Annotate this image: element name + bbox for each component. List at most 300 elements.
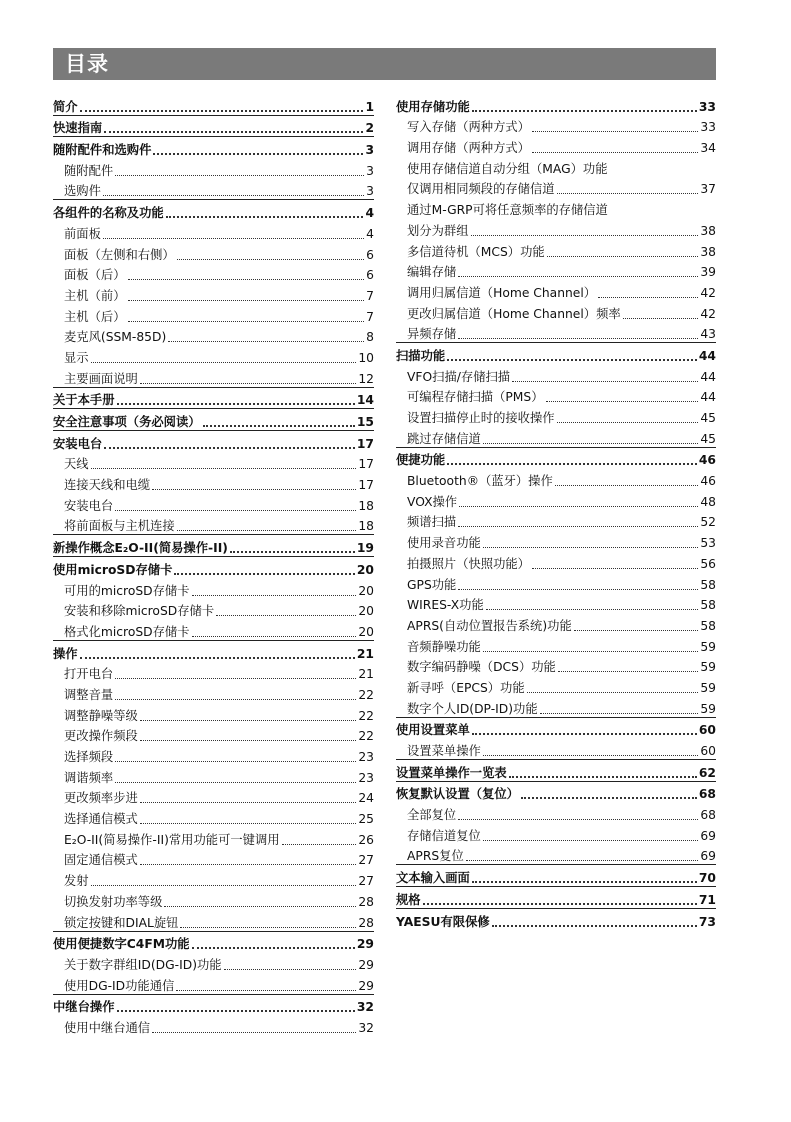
toc-entry-label: 天线 <box>64 457 89 472</box>
toc-page-number: 8 <box>366 330 374 345</box>
toc-entry-label: 关于数字群组ID(DG-ID)功能 <box>64 957 222 972</box>
toc-page-number: 73 <box>698 914 716 929</box>
toc-page-number: 68 <box>698 787 716 802</box>
toc-subentry[interactable] <box>396 218 716 239</box>
toc-page-number: 3 <box>366 163 374 178</box>
toc-subentry[interactable] <box>396 593 716 614</box>
dot-leader <box>471 235 699 236</box>
toc-page-number: 2 <box>365 121 374 136</box>
toc-page-number: 60 <box>698 723 716 738</box>
toc-subentry[interactable] <box>53 786 374 807</box>
toc-subentry[interactable] <box>53 848 374 869</box>
toc-entry-label: 使用DG-ID功能通信 <box>64 978 175 993</box>
toc-entry-label: 数字编码静噪（DCS）功能 <box>407 660 556 675</box>
toc-right-column <box>396 94 716 930</box>
toc-entry-label: 调整音量 <box>64 687 114 702</box>
toc-page-number: 25 <box>358 812 374 827</box>
toc-subentry[interactable] <box>396 364 716 385</box>
dot-leader <box>176 990 356 991</box>
dot-leader <box>466 860 699 861</box>
toc-subentry[interactable] <box>53 910 374 931</box>
toc-page-number: 46 <box>698 453 716 468</box>
dot-leader <box>117 403 355 405</box>
toc-subentry[interactable] <box>53 158 374 179</box>
dot-leader <box>91 362 357 363</box>
toc-section-entry[interactable] <box>396 864 716 886</box>
toc-entry-label: 将前面板与主机连接 <box>64 519 175 534</box>
toc-entry-label: 设置菜单操作 <box>407 744 481 758</box>
toc-page-number: 42 <box>700 306 716 321</box>
dot-leader <box>180 927 356 928</box>
dot-leader <box>140 823 357 824</box>
toc-page-number: 71 <box>698 892 716 907</box>
dot-leader <box>557 422 699 423</box>
toc-subentry[interactable] <box>53 472 374 493</box>
toc-section-entry[interactable] <box>396 908 716 930</box>
toc-section-entry[interactable] <box>396 759 716 781</box>
dot-leader <box>527 692 699 693</box>
toc-subentry[interactable] <box>53 493 374 514</box>
toc-entry-label: 关于本手册 <box>53 393 115 408</box>
dot-leader <box>483 840 699 841</box>
dot-leader <box>164 906 356 907</box>
toc-subentry[interactable] <box>396 115 716 136</box>
toc-subentry[interactable] <box>53 578 374 599</box>
toc-entry-label: 使用存储信道自动分组（MAG）功能 <box>407 161 608 176</box>
toc-subentry[interactable] <box>53 366 374 387</box>
toc-page-number: 7 <box>366 309 374 324</box>
toc-section-entry[interactable] <box>53 430 374 452</box>
dot-leader <box>492 925 697 927</box>
toc-page-number: 56 <box>700 556 716 571</box>
toc-page-number: 6 <box>366 247 374 262</box>
toc-entry-label: 快速指南 <box>53 121 103 136</box>
dot-leader <box>192 595 357 596</box>
toc-page-number: 23 <box>358 750 374 764</box>
dot-leader <box>140 740 357 741</box>
dot-leader <box>486 609 699 610</box>
dot-leader <box>458 276 698 277</box>
toc-entry-label: 可用的microSD存储卡 <box>64 583 190 598</box>
toc-entry-label: 选择通信模式 <box>64 812 138 827</box>
dot-leader <box>168 341 364 342</box>
toc-entry-label: 设置扫描停止时的接收操作 <box>407 411 555 425</box>
toc-entry-label: 使用中继台通信 <box>64 1020 151 1035</box>
toc-subentry[interactable] <box>396 156 716 177</box>
dot-leader <box>472 733 697 735</box>
toc-page-number: 17 <box>358 478 374 493</box>
toc-page-number: 22 <box>358 708 374 723</box>
toc-subentry[interactable] <box>53 682 374 703</box>
toc-section-entry[interactable] <box>396 717 716 739</box>
toc-subentry[interactable] <box>53 952 374 973</box>
toc-entry-label: 音频静噪功能 <box>407 639 481 654</box>
dot-leader <box>80 110 364 112</box>
toc-page-number: 10 <box>358 350 374 365</box>
toc-entry-label: 写入存储（两种方式） <box>407 120 530 135</box>
toc-entry-label: 多信道待机（MCS）功能 <box>407 244 545 259</box>
toc-entry-label: 恢复默认设置（复位） <box>396 787 519 802</box>
dot-leader <box>140 383 357 384</box>
dot-leader <box>80 657 355 659</box>
dot-leader <box>104 131 363 133</box>
toc-entry-label: 文本输入画面 <box>396 871 470 886</box>
toc-entry-label: 调用存储（两种方式） <box>407 141 530 156</box>
dot-leader <box>174 573 354 575</box>
dot-leader <box>91 468 357 469</box>
toc-subentry[interactable] <box>53 662 374 683</box>
toc-subentry[interactable] <box>396 675 716 696</box>
dot-leader <box>557 193 699 194</box>
toc-entry-label: 使用录音功能 <box>407 536 481 551</box>
dot-leader <box>192 947 355 949</box>
toc-page-number: 33 <box>700 120 716 135</box>
toc-entry-label: 前面板 <box>64 226 101 241</box>
toc-section-entry[interactable] <box>53 199 374 221</box>
toc-entry-label: 简介 <box>53 99 78 114</box>
toc-section-entry[interactable] <box>53 556 374 578</box>
toc-entry-label: WIRES-X功能 <box>407 598 484 613</box>
dot-leader <box>458 589 698 590</box>
toc-entry-label: 新寻呼（EPCS）功能 <box>407 680 525 695</box>
toc-subentry[interactable] <box>53 703 374 724</box>
toc-section-entry[interactable] <box>53 534 374 556</box>
toc-entry-label: 面板（左侧和右侧） <box>64 247 175 262</box>
toc-page-number: 22 <box>358 729 374 744</box>
toc-entry-label: 打开电台 <box>64 667 114 682</box>
toc-page-number: 18 <box>358 498 374 513</box>
toc-page-number: 45 <box>700 431 716 446</box>
toc-page-number: 33 <box>698 99 716 114</box>
toc-subentry[interactable] <box>396 802 716 823</box>
toc-page-number: 48 <box>700 494 716 509</box>
toc-subentry[interactable] <box>53 514 374 535</box>
toc-subentry[interactable] <box>396 239 716 260</box>
toc-page-number: 29 <box>358 978 374 993</box>
toc-section-entry[interactable] <box>53 115 374 137</box>
toc-subentry[interactable] <box>396 280 716 301</box>
toc-subentry[interactable] <box>396 322 716 343</box>
toc-entry-label: 编辑存储 <box>407 265 457 280</box>
dot-leader <box>458 338 698 339</box>
toc-section-entry[interactable] <box>53 994 374 1016</box>
toc-subentry[interactable] <box>396 572 716 593</box>
toc-subentry[interactable] <box>53 304 374 325</box>
dot-leader <box>216 615 356 616</box>
toc-page-number: 59 <box>700 680 716 695</box>
toc-subentry[interactable] <box>396 551 716 572</box>
toc-page-number: 58 <box>700 598 716 613</box>
dot-leader <box>115 782 356 783</box>
toc-page-number: 7 <box>366 288 374 303</box>
toc-page-number: 53 <box>700 536 716 551</box>
toc-entry-label: VOX操作 <box>407 494 458 509</box>
toc-subentry[interactable] <box>396 197 716 218</box>
dot-leader <box>547 256 699 257</box>
toc-section-entry[interactable] <box>396 886 716 908</box>
toc-subentry[interactable] <box>53 452 374 473</box>
dot-leader <box>558 671 699 672</box>
toc-entry-label: 规格 <box>396 892 421 907</box>
toc-subentry[interactable] <box>53 599 374 620</box>
toc-entry-label: 通过M-GRP可将任意频率的存储信道 <box>407 203 608 218</box>
dot-leader <box>140 802 357 803</box>
toc-entry-label: 频谱扫描 <box>407 515 457 530</box>
toc-entry-label: 锁定按键和DIAL旋钮 <box>64 915 179 930</box>
dot-leader <box>555 485 699 486</box>
toc-subentry[interactable] <box>396 301 716 322</box>
toc-section-entry[interactable] <box>396 342 716 364</box>
toc-entry-label: 拍摄照片（快照功能） <box>407 556 530 571</box>
toc-page-number: 15 <box>356 415 374 429</box>
dot-leader <box>521 797 697 799</box>
toc-subentry[interactable] <box>396 634 716 655</box>
toc-page-number: 34 <box>700 141 716 156</box>
toc-page-number: 21 <box>358 667 374 682</box>
dot-leader <box>91 885 357 886</box>
toc-entry-label: 设置菜单操作一览表 <box>396 765 507 780</box>
toc-entry-label: E₂O-II(简易操作-II)常用功能可一键调用 <box>64 832 280 847</box>
toc-section-entry[interactable] <box>53 931 374 953</box>
toc-entry-label: GPS功能 <box>407 577 457 592</box>
toc-entry-label: 发射 <box>64 874 89 889</box>
toc-page-number: 38 <box>700 244 716 259</box>
toc-subentry[interactable] <box>396 177 716 198</box>
toc-section-entry[interactable] <box>396 781 716 803</box>
toc-page-number: 46 <box>700 474 716 489</box>
toc-subentry[interactable] <box>396 844 716 865</box>
toc-entry-label: 便捷功能 <box>396 453 446 468</box>
toc-entry-label: 存储信道复位 <box>407 828 481 843</box>
toc-entry-label: 主机（后） <box>64 309 126 324</box>
dot-leader <box>472 881 697 883</box>
toc-page-number: 69 <box>700 828 716 843</box>
dot-leader <box>532 568 698 569</box>
toc-section-entry[interactable] <box>53 408 374 430</box>
dot-leader <box>224 969 357 970</box>
toc-entry-label: 主机（前） <box>64 288 126 303</box>
toc-section-entry[interactable] <box>53 640 374 662</box>
dot-leader <box>128 279 365 280</box>
toc-subentry[interactable] <box>396 613 716 634</box>
dot-leader <box>152 1032 356 1033</box>
toc-subentry[interactable] <box>53 283 374 304</box>
toc-entry-label: 使用设置菜单 <box>396 723 470 738</box>
toc-section-entry[interactable] <box>53 136 374 158</box>
toc-entry-label: VFO扫描/存储扫描 <box>407 369 511 384</box>
dot-leader <box>166 216 364 218</box>
toc-section-entry[interactable] <box>396 447 716 469</box>
toc-subentry[interactable] <box>396 135 716 156</box>
toc-entry-label: 连接天线和电缆 <box>64 478 151 493</box>
toc-entry-label: 数字个人ID(DP-ID)功能 <box>407 701 538 716</box>
toc-page-number: 58 <box>700 577 716 592</box>
toc-subentry[interactable] <box>396 655 716 676</box>
dot-leader <box>423 903 697 905</box>
toc-page-number: 29 <box>356 937 374 952</box>
toc-entry-label: 切换发射功率等级 <box>64 894 163 909</box>
dot-leader <box>153 153 363 155</box>
dot-leader <box>115 761 356 762</box>
toc-page-number: 27 <box>358 853 374 868</box>
toc-subentry[interactable] <box>53 868 374 889</box>
toc-subentry[interactable] <box>53 889 374 910</box>
dot-leader <box>483 443 699 444</box>
toc-entry-label: APRS复位 <box>407 849 464 864</box>
toc-entry-label: 显示 <box>64 350 89 365</box>
toc-subentry[interactable] <box>396 823 716 844</box>
toc-subentry[interactable] <box>53 325 374 346</box>
toc-page-number: 44 <box>700 369 716 384</box>
toc-entry-label: 可编程存储扫描（PMS） <box>407 390 544 405</box>
toc-subentry[interactable] <box>53 263 374 284</box>
dot-leader <box>140 720 357 721</box>
dot-leader <box>128 321 365 322</box>
toc-entry-label: 跳过存储信道 <box>407 431 481 446</box>
toc-subentry[interactable] <box>396 405 716 426</box>
toc-page-number: 3 <box>366 184 374 199</box>
dot-leader <box>203 425 355 427</box>
dot-leader <box>540 713 699 714</box>
dot-leader <box>103 195 364 196</box>
dot-leader <box>472 110 697 112</box>
toc-subentry[interactable] <box>396 385 716 406</box>
toc-subentry[interactable] <box>396 489 716 510</box>
dot-leader <box>115 678 356 679</box>
toc-entry-label: 随附配件 <box>64 163 114 178</box>
toc-subentry[interactable] <box>396 260 716 281</box>
toc-entry-label: 新操作概念E₂O-II(简易操作-II) <box>53 541 228 556</box>
toc-page-number: 20 <box>358 604 374 619</box>
toc-subentry[interactable] <box>53 345 374 366</box>
toc-page-number: 28 <box>358 894 374 909</box>
toc-subentry[interactable] <box>396 426 716 447</box>
dot-leader <box>230 551 355 553</box>
dot-leader <box>574 630 699 631</box>
toc-page-number: 17 <box>358 457 374 472</box>
toc-page-number: 59 <box>700 701 716 716</box>
toc-page-number: 23 <box>358 770 374 785</box>
toc-page-number: 27 <box>358 874 374 889</box>
toc-page-number: 60 <box>700 744 716 758</box>
toc-page-number: 39 <box>700 265 716 280</box>
toc-section-entry[interactable] <box>53 387 374 409</box>
toc-page-number: 21 <box>356 646 374 661</box>
dot-leader <box>532 152 698 153</box>
dot-leader <box>459 506 698 507</box>
dot-leader <box>192 636 357 637</box>
toc-section-entry[interactable] <box>396 94 716 115</box>
toc-subentry[interactable] <box>53 973 374 994</box>
toc-entry-label: 更改频率步进 <box>64 791 138 806</box>
dot-leader <box>140 864 357 865</box>
toc-page-number: 1 <box>365 99 374 114</box>
toc-section-entry[interactable] <box>53 94 374 115</box>
dot-leader <box>103 238 364 239</box>
toc-page-number: 43 <box>700 327 716 342</box>
toc-page-number: 19 <box>356 541 374 556</box>
toc-page-number: 20 <box>358 624 374 639</box>
dot-leader <box>117 1010 355 1012</box>
toc-page-number: 44 <box>698 348 716 363</box>
toc-page-number: 14 <box>356 393 374 408</box>
dot-leader <box>483 651 699 652</box>
toc-entry-label: 安全注意事项（务必阅读） <box>53 415 201 429</box>
toc-entry-label: 操作 <box>53 646 78 661</box>
toc-subentry[interactable] <box>53 1015 374 1036</box>
toc-subentry[interactable] <box>53 744 374 765</box>
toc-entry-label: 调谐频率 <box>64 770 114 785</box>
toc-entry-label: 选购件 <box>64 184 101 199</box>
toc-subentry[interactable] <box>53 619 374 640</box>
toc-subentry[interactable] <box>396 468 716 489</box>
toc-entry-label: 划分为群组 <box>407 223 469 238</box>
toc-entry-label: 调整静噪等级 <box>64 708 138 723</box>
dot-leader <box>458 526 698 527</box>
toc-subentry[interactable] <box>396 530 716 551</box>
dot-leader <box>104 447 355 449</box>
toc-subentry[interactable] <box>53 765 374 786</box>
toc-page-number: 4 <box>366 226 374 241</box>
dot-leader <box>177 259 364 260</box>
toc-page-number: 32 <box>356 1000 374 1015</box>
toc-entry-label: 使用存储功能 <box>396 99 470 114</box>
toc-page-number: 20 <box>358 583 374 598</box>
dot-leader <box>447 463 697 465</box>
toc-page-number: 32 <box>358 1020 374 1035</box>
toc-entry-label: 扫描功能 <box>396 348 446 363</box>
dot-leader <box>152 489 356 490</box>
toc-subentry[interactable] <box>53 806 374 827</box>
toc-page-number: 59 <box>700 639 716 654</box>
toc-subentry[interactable] <box>53 724 374 745</box>
toc-page-number: 69 <box>700 849 716 864</box>
toc-entry-label: 安装电台 <box>53 436 103 451</box>
dot-leader <box>458 819 698 820</box>
toc-page-number: 4 <box>365 206 374 221</box>
toc-page-number: 42 <box>700 285 716 300</box>
dot-leader <box>532 131 698 132</box>
toc-entry-label: 使用便捷数字C4FM功能 <box>53 937 190 952</box>
toc-entry-label: 面板（后） <box>64 268 126 283</box>
toc-subentry[interactable] <box>396 696 716 717</box>
dot-leader <box>512 381 698 382</box>
dot-leader <box>128 300 365 301</box>
toc-page-number: 20 <box>356 562 374 577</box>
toc-subentry[interactable] <box>53 242 374 263</box>
toc-entry-label: 格式化microSD存储卡 <box>64 624 190 639</box>
toc-entry-label: 异频存储 <box>407 327 457 342</box>
toc-page-number: 18 <box>358 519 374 534</box>
toc-entry-label: 全部复位 <box>407 808 457 823</box>
toc-subentry[interactable] <box>53 827 374 848</box>
toc-subentry[interactable] <box>396 510 716 531</box>
dot-leader <box>598 297 698 298</box>
toc-subentry[interactable] <box>396 738 716 759</box>
toc-page-number: 12 <box>358 371 374 386</box>
toc-subentry[interactable] <box>53 179 374 200</box>
page-title: 目录 <box>53 48 716 80</box>
toc-page-number: 6 <box>366 268 374 283</box>
toc-page-number: 45 <box>700 411 716 425</box>
toc-page-number: 38 <box>700 223 716 238</box>
toc-entry-label: 安装电台 <box>64 498 114 513</box>
toc-left-column <box>53 94 374 1036</box>
toc-entry-label: 更改操作频段 <box>64 729 138 744</box>
toc-subentry[interactable] <box>53 221 374 242</box>
toc-entry-label: 使用microSD存储卡 <box>53 562 173 577</box>
dot-leader <box>546 401 699 402</box>
